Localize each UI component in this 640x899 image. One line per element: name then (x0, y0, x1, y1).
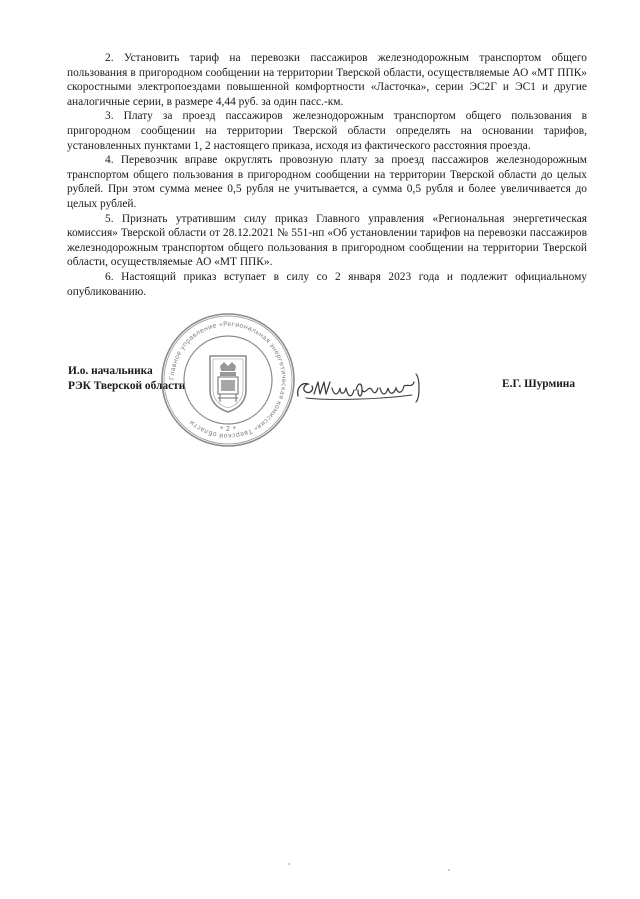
scan-speck (288, 863, 290, 865)
seal-ring-text: Главное управление «Региональная энергетическая комиссия» Тверской области (167, 319, 289, 441)
paragraph-5: 5. Признать утратившим силу приказ Главного управления «Региональная энергетическая комиссия» Тверской области от 28.12.2021 № 551-нп «Об установлении тарифов на перевозки пассажиров железнодорожным транспортом общего пользования в пригородном сообщении на территории Тверской области, осуществляемые АО «МТ ППК». (67, 212, 587, 269)
coat-of-arms-icon (210, 356, 246, 412)
seal-bottom-text: * 2 * (220, 425, 236, 433)
paragraph-6: 6. Настоящий приказ вступает в силу со 2 января 2023 года и подлежит официальному опубликованию. (67, 270, 587, 298)
signer-position-line1: И.о. начальника (68, 365, 153, 377)
scan-speck (448, 869, 450, 871)
handwritten-signature (292, 368, 442, 408)
paragraph-2: 2. Установить тариф на перевозки пассажиров железнодорожным транспортом общего пользования в пригородном сообщении на территории Тверской области, осуществляемые АО «МТ ППК» скоростными электропоездами повышенной комфортности «Ласточка», серии ЭС2Г и ЭС1 и другие аналогичные серии, в размере 4,44 руб. за один пасс.-км. (67, 52, 587, 108)
signer-name: Е.Г. Шурмина (502, 378, 576, 390)
official-seal-stamp (158, 310, 298, 450)
order-body-text (67, 51, 587, 299)
paragraph-4: 4. Перевозчик вправе округлять провозную плату за проезд пассажиров железнодорожным транспортом общего пользования в пригородном сообщении на территории Тверской области до целых рублей. При этом сумма менее 0,5 рубля не учитывается, а сумма 0,5 рубля и более увеличивается до целых рублей. (67, 154, 587, 210)
paragraph-3: 3. Плату за проезд пассажиров железнодорожным транспортом общего пользования в пригородном сообщении на территории Тверской области определять на основании тарифов, установленных пунктами 1, 2 настоящего приказа, исходя из фактического расстояния проезда. (67, 110, 587, 152)
signer-position-line2: РЭК Тверской области (68, 379, 186, 392)
